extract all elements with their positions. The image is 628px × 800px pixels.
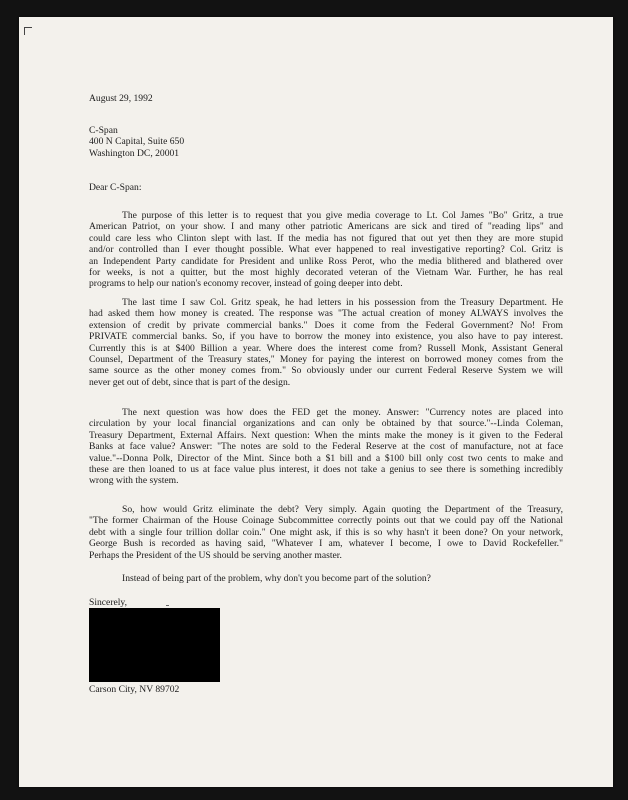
paragraph-line: same source as the other money comes from." So obviously under our current Federal Reserve System we will: [89, 365, 563, 377]
paragraph-line: never get out of debt, since that is part of the design.: [89, 376, 291, 388]
paragraph-line: The last time I saw Col. Gritz speak, he had letters in his possession from the Treasury Department. He: [122, 297, 563, 308]
body-paragraph-3: [89, 407, 563, 487]
paragraph-line: circulation by your local financial organizations and can only be obtained by that source."--Linda Coleman,: [89, 418, 563, 430]
paragraph-line: debt with a single four trillion dollar coin." One might ask, if this is so why hasn't it been done? On your network,: [89, 526, 563, 538]
paragraph-line: Treasury Department, External Affairs. Next question: When the mints make the money is it given to the Federal: [89, 429, 563, 441]
redacted-signature: [89, 608, 220, 682]
paragraph-line: Perhaps the President of the US should be serving another master.: [89, 549, 342, 561]
paragraph-line: these are then loaned to us at face value plus interest, it does not take a genius to see there is something incredibly: [89, 464, 563, 476]
letter-date: August 29, 1992: [89, 93, 153, 104]
paragraph-line: The purpose of this letter is to request that you give media coverage to Lt. Col James "Bo" Gritz, a true: [122, 210, 563, 221]
letter-page: [19, 17, 613, 787]
recipient-line: C-Span: [89, 125, 118, 136]
paragraph-line: programs to help our nation's economy recover, instead of going deeper into debt.: [89, 278, 403, 290]
body-paragraph-1: [89, 210, 563, 290]
paragraph-line: American Patriot, on your show. I and many other patriotic Americans are sick and tired of "reading lips" and: [89, 221, 563, 233]
paragraph-line: Banks at face value? Answer: "The notes are sold to the Federal Reserve at the cost of manufacture, not at face: [89, 441, 563, 453]
paragraph-line: for weeks, is not a quitter, but the most highly decorated veteran of the Vietnam War. Further, he has real: [89, 267, 563, 279]
paragraph-line: Counsel, Department of the Treasury states," Money for paying the interest on borrowed money comes from the: [89, 354, 563, 366]
paragraph-line: and/or controlled than I ever thought possible. What ever happened to real investigative reporting? Col. Gritz is: [89, 244, 563, 256]
paragraph-line: The next question was how does the FED get the money. Answer: "Currency notes are placed into: [122, 407, 563, 418]
recipient-line: Washington DC, 20001: [89, 147, 180, 159]
body-paragraph-2: [89, 297, 563, 388]
recipient-line: 400 N Capital, Suite 650: [89, 136, 185, 148]
closing-question: Instead of being part of the problem, why don't you become part of the solution?: [122, 573, 431, 584]
paragraph-line: George Bush is recorded as having said, "Whatever I am, whatever I become, I owe to David Rockefeller.": [89, 538, 563, 550]
paragraph-line: value."--Donna Polk, Director of the Mint. Since both a $1 bill and a $100 bill only cost two cents to make and: [89, 452, 563, 464]
paragraph-line: could care less who Clinton slept with last. If the media has not figured that out yet then they are more stupid: [89, 232, 563, 244]
paragraph-line: Currently this is at $400 Billion a year. Where does the interest come from? Russell Monk, Assistant General: [89, 342, 563, 354]
recipient-address: [89, 125, 563, 159]
signoff: Sincerely,: [89, 597, 128, 608]
sender-location: Carson City, NV 89702: [89, 684, 180, 695]
paragraph-line: wrong with the system.: [89, 475, 179, 487]
paragraph-line: an Independent Party candidate for President and unlike Ross Perot, who the media blithered and blathered over: [89, 255, 563, 267]
paragraph-line: PRIVATE commercial banks. So, if you have to borrow the money into existence, you also have to pay interest.: [89, 331, 563, 343]
paragraph-line: So, how would Gritz eliminate the debt? Very simply. Again quoting the Department of the Treasury,: [122, 504, 563, 515]
paragraph-line: "The former Chairman of the House Coinage Subcommittee correctly points out that we could pay off the National: [89, 515, 563, 527]
body-paragraph-4: [89, 504, 563, 561]
paragraph-line: extension of credit by private commercial banks." Does it come from the Federal Government? No! From: [89, 319, 563, 331]
staple-mark: [24, 27, 32, 35]
pen-mark: [166, 605, 169, 606]
paragraph-line: had asked them how money is created. The response was "The actual creation of money ALWAYS involves the: [89, 308, 563, 320]
salutation: Dear C-Span:: [89, 182, 142, 193]
